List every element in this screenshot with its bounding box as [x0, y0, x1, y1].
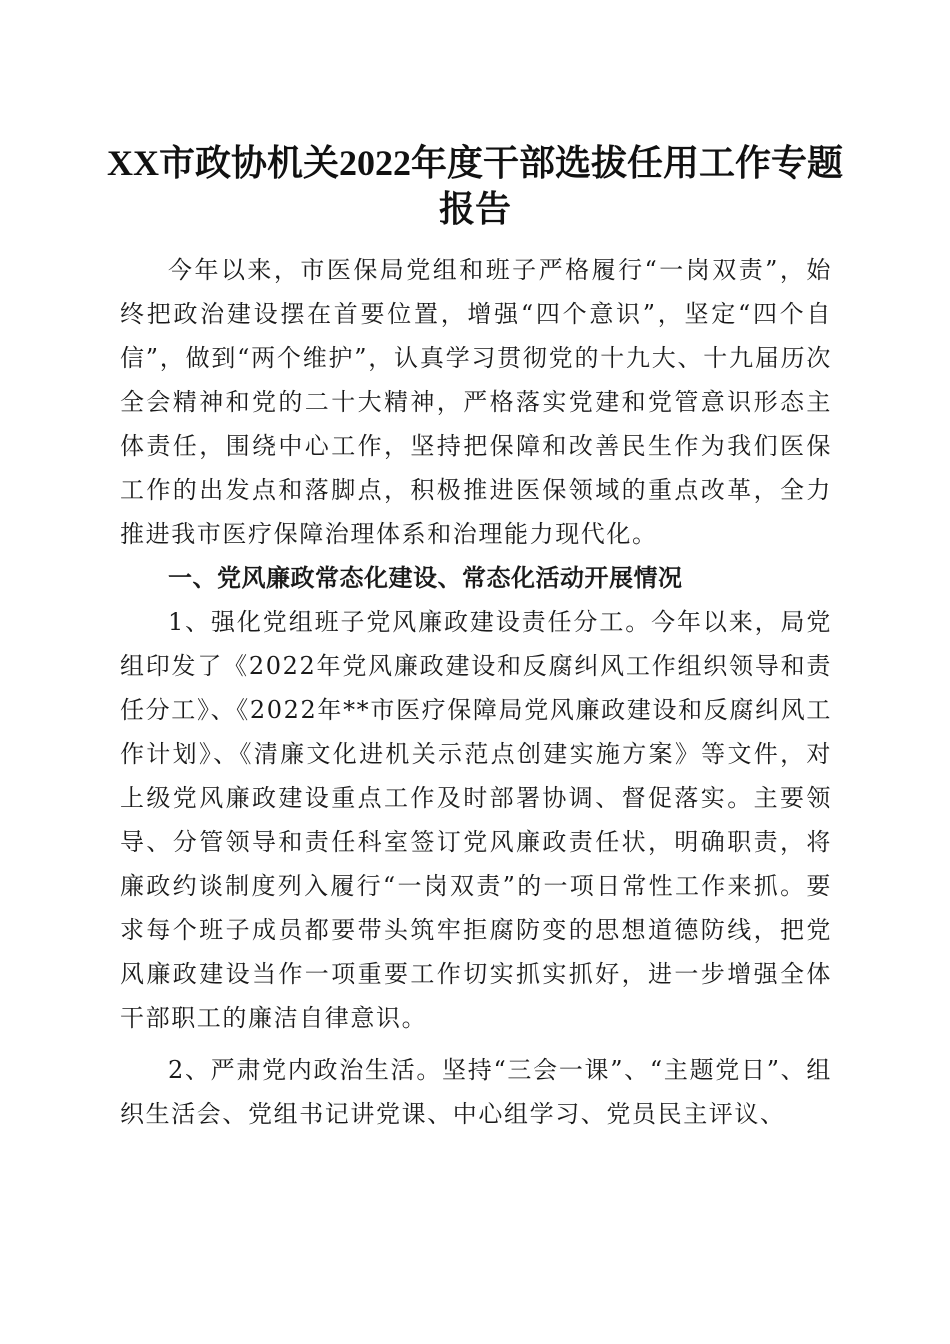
document-title: XX市政协机关2022年度干部选拔任用工作专题报告 [107, 143, 843, 229]
document-body [120, 248, 832, 1136]
intro-paragraph: 今年以来，市医保局党组和班子严格履行“一岗双责”，始终把政治建设摆在首要位置，增强“四个意识”，坚定“四个自信”，做到“两个维护”，认真学习贯彻党的十九大、十九届历次全会精神和党的二十大精神，严格落实党建和党管意识形态主体责任，围绕中心工作，坚持把保障和改善民生作为我们医保工作的出发点和落脚点，积极推进医保领域的重点改革，全力推进我市医疗保障治理体系和治理能力现代化。 [120, 256, 832, 548]
item-2-paragraph: 2、严肃党内政治生活。坚持“三会一课”、“主题党日”、组织生活会、党组书记讲党课、中心组学习、党员民主评议、 [120, 1056, 832, 1128]
section-heading: 一、党风廉政常态化建设、常态化活动开展情况 [168, 564, 683, 592]
item-1-paragraph: 1、强化党组班子党风廉政建设责任分工。今年以来，局党组印发了《2022年党风廉政建设和反腐纠风工作组织领导和责任分工》、《2022年**市医疗保障局党风廉政建设和反腐纠风工作计划》、《清廉文化进机关示范点创建实施方案》等文件，对上级党风廉政建设重点工作及时部署协调、督促落实。主要领导、分管领导和责任科室签订党风廉政责任状，明确职责，将廉政约谈制度列入履行“一岗双责”的一项日常性工作来抓。要求每个班子成员都要带头筑牢拒腐防变的思想道德防线，把党风廉政建设当作一项重要工作切实抓实抓好，进一步增强全体干部职工的廉洁自律意识。 [120, 608, 832, 1032]
